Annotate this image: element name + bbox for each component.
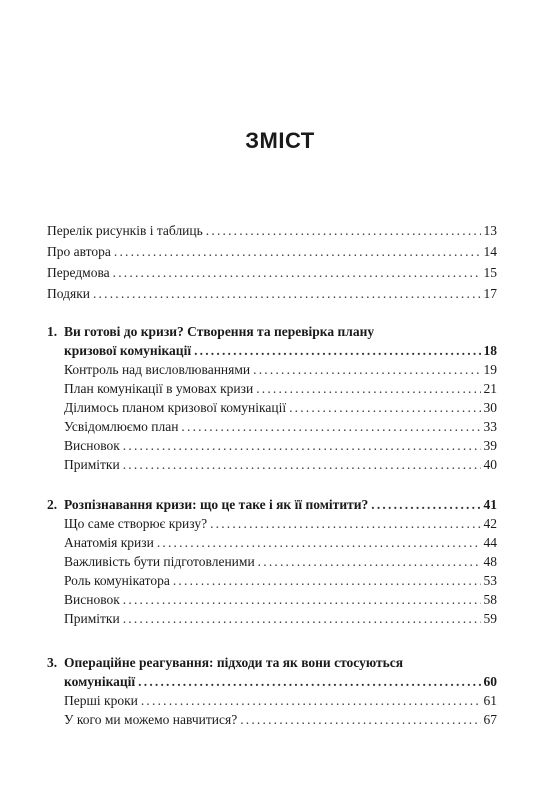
toc-section[interactable] (64, 361, 497, 378)
toc-entry-figures-tables[interactable] (47, 222, 497, 239)
dot-leader (289, 399, 480, 416)
toc-section[interactable] (64, 692, 497, 709)
dot-leader (123, 610, 481, 627)
toc-section[interactable] (64, 534, 497, 551)
toc-entry-acknowledgements[interactable] (47, 285, 497, 302)
toc-section[interactable] (64, 399, 497, 416)
chapter-title-line[interactable]: Операційне реагування: підходи та як вони стосуються (64, 655, 404, 670)
toc-section[interactable] (64, 418, 497, 435)
toc-chapter-3[interactable] (64, 673, 497, 690)
toc-entry-label: Роль комунікатора (64, 573, 170, 588)
toc-page-number: 42 (483, 516, 497, 531)
toc-entry-label: Примітки (64, 611, 120, 626)
toc-page-number: 60 (483, 674, 497, 689)
dot-leader (138, 673, 480, 690)
toc-page-number: 30 (483, 400, 497, 415)
chapter-title-line: кризової комунікації (64, 343, 192, 358)
toc-entry-label: Усвідомлюємо план (64, 419, 179, 434)
toc-page-number: 41 (483, 497, 497, 512)
chapter-title-line: комунікації (64, 674, 136, 689)
toc-section[interactable] (64, 553, 497, 570)
toc-page-number: 48 (483, 554, 497, 569)
toc-section[interactable] (64, 711, 497, 728)
toc-entry-about-author[interactable] (47, 243, 497, 260)
dot-leader (194, 342, 480, 359)
toc-entry-label: Примітки (64, 457, 120, 472)
toc-page-number: 15 (483, 265, 497, 280)
toc-chapter-1[interactable] (64, 342, 497, 359)
dot-leader (141, 692, 481, 709)
toc-entry-label: Що саме створює кризу? (64, 516, 208, 531)
toc-section[interactable] (64, 572, 497, 589)
toc-page-number: 61 (483, 693, 497, 708)
dot-leader (123, 437, 481, 454)
toc-entry-label: Перелік рисунків і таблиць (47, 223, 203, 238)
toc-section[interactable] (64, 515, 497, 532)
dot-leader (173, 572, 481, 589)
dot-leader (157, 534, 481, 551)
dot-leader (206, 222, 481, 239)
chapter-title-line: Розпізнавання кризи: що це таке і як її помітити? (64, 497, 369, 512)
toc-section[interactable] (64, 437, 497, 454)
dot-leader (240, 711, 480, 728)
toc-page-number: 33 (483, 419, 497, 434)
dot-leader (93, 285, 481, 302)
chapter-number: 3. (47, 655, 58, 670)
dot-leader (114, 243, 481, 260)
dot-leader (123, 591, 481, 608)
toc-entry-label: У кого ми можемо навчитися? (64, 712, 238, 727)
toc-entry-foreword[interactable] (47, 264, 497, 281)
toc-entry-label: Про автора (47, 244, 111, 259)
chapter-title-line[interactable]: Ви готові до кризи? Створення та перевірка плану (64, 324, 375, 339)
toc-page-number: 14 (483, 244, 497, 259)
toc-page-number: 59 (483, 611, 497, 626)
toc-page-number: 53 (483, 573, 497, 588)
toc-page-number: 44 (483, 535, 497, 550)
toc-entry-label: Висновок (64, 592, 120, 607)
toc-entry-label: План комунікації в умовах кризи (64, 381, 254, 396)
dot-leader (258, 553, 481, 570)
toc-entry-label: Передмова (47, 265, 110, 280)
toc-entry-label: Висновок (64, 438, 120, 453)
toc-page-number: 40 (483, 457, 497, 472)
toc-page-number: 18 (483, 343, 497, 358)
toc-section[interactable] (64, 456, 497, 473)
toc-page-number: 17 (483, 286, 497, 301)
dot-leader (253, 361, 480, 378)
dot-leader (210, 515, 480, 532)
toc-entry-label: Подяки (47, 286, 90, 301)
toc-section[interactable] (64, 610, 497, 627)
toc-entry-label: Важливість бути підготовленими (64, 554, 255, 569)
toc-page-number: 21 (483, 381, 497, 396)
toc-page-number: 19 (483, 362, 497, 377)
toc-page-number: 13 (483, 223, 497, 238)
dot-leader (181, 418, 480, 435)
toc-page-number: 67 (483, 712, 497, 727)
chapter-number: 1. (47, 324, 58, 339)
toc-chapter-2[interactable] (64, 496, 497, 513)
page-title: ЗМІСТ (245, 128, 315, 153)
dot-leader (256, 380, 480, 397)
chapter-number: 2. (47, 497, 58, 512)
toc-entry-label: Ділимось планом кризової комунікації (64, 400, 287, 415)
toc-entry-label: Анатомія кризи (64, 535, 154, 550)
toc-page-number: 39 (483, 438, 497, 453)
toc-page-number: 58 (483, 592, 497, 607)
dot-leader (123, 456, 481, 473)
toc-section[interactable] (64, 591, 497, 608)
toc-entry-label: Перші кроки (64, 693, 138, 708)
dot-leader (371, 496, 480, 513)
dot-leader (113, 264, 481, 281)
toc-section[interactable] (64, 380, 497, 397)
toc-entry-label: Контроль над висловлюваннями (64, 362, 251, 377)
